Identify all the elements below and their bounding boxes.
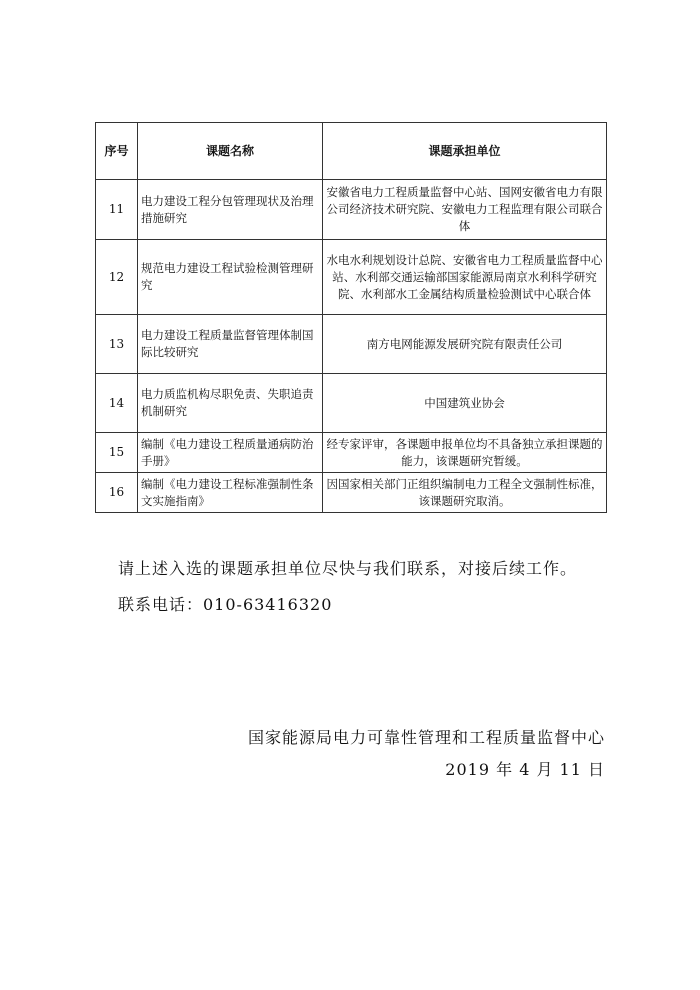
row-unit: 南方电网能源发展研究院有限责任公司 [323, 315, 607, 374]
row-no: 15 [96, 433, 138, 473]
row-unit: 安徽省电力工程质量监督中心站、国网安徽省电力有限公司经济技术研究院、安徽电力工程监理有限公司联合体 [323, 180, 607, 240]
row-unit: 水电水利规划设计总院、安徽省电力工程质量监督中心站、水利部交通运输部国家能源局南京水利科学研究院、水利部水工金属结构质量检验测试中心联合体 [323, 240, 607, 315]
row-unit: 因国家相关部门正组织编制电力工程全文强制性标准，该课题研究取消。 [323, 473, 607, 513]
row-topic-name: 电力质监机构尽职免责、失职追责机制研究 [138, 374, 323, 433]
contact-phone: 联系电话：010-63416320 [118, 595, 333, 614]
header-unit: 课题承担单位 [323, 123, 607, 180]
signature-organization: 国家能源局电力可靠性管理和工程质量监督中心 [247, 728, 605, 747]
header-no: 序号 [96, 123, 138, 180]
topic-table [95, 122, 607, 513]
row-unit: 经专家评审，各课题申报单位均不具备独立承担课题的能力，该课题研究暂缓。 [323, 433, 607, 473]
row-no: 13 [96, 315, 138, 374]
row-unit: 中国建筑业协会 [323, 374, 607, 433]
table-row [96, 315, 607, 374]
notice-paragraph: 请上述入选的课题承担单位尽快与我们联系，对接后续工作。 [118, 559, 578, 578]
signature-date: 2019 年 4 月 11 日 [445, 760, 605, 779]
row-no: 16 [96, 473, 138, 513]
table-row [96, 374, 607, 433]
row-topic-name: 编制《电力建设工程质量通病防治手册》 [138, 433, 323, 473]
row-topic-name: 编制《电力建设工程标准强制性条文实施指南》 [138, 473, 323, 513]
table-row [96, 433, 607, 473]
row-topic-name: 规范电力建设工程试验检测管理研究 [138, 240, 323, 315]
row-no: 12 [96, 240, 138, 315]
table-header-row [96, 123, 607, 180]
row-no: 14 [96, 374, 138, 433]
table-row [96, 473, 607, 513]
row-no: 11 [96, 180, 138, 240]
row-topic-name: 电力建设工程分包管理现状及治理措施研究 [138, 180, 323, 240]
table-row [96, 180, 607, 240]
row-topic-name: 电力建设工程质量监督管理体制国际比较研究 [138, 315, 323, 374]
header-name: 课题名称 [138, 123, 323, 180]
table-row [96, 240, 607, 315]
